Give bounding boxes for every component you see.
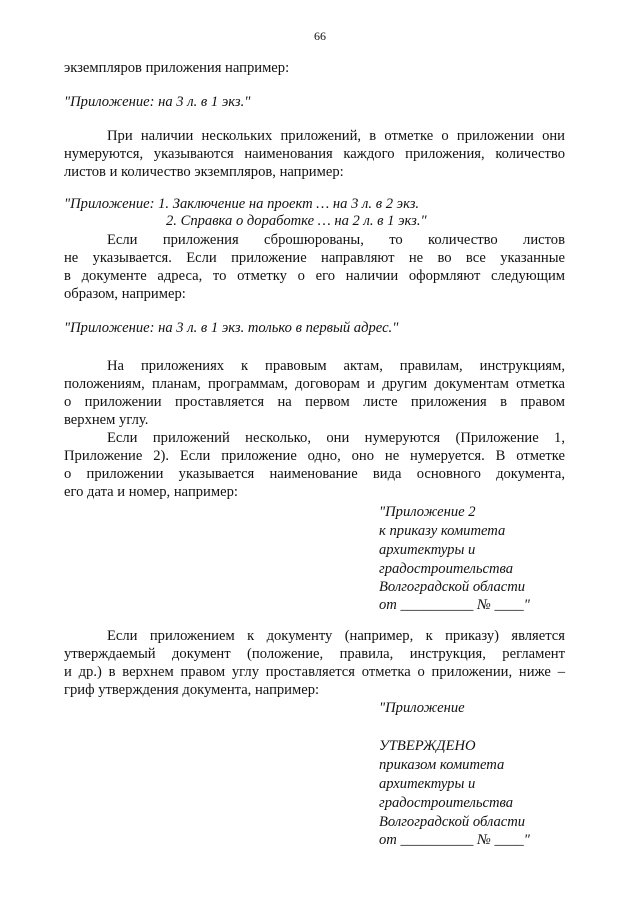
approval-mark-line: от __________ № ____" xyxy=(379,832,530,848)
text-line: в документе адреса, то отметку о его наличии оформляют следующим xyxy=(64,268,565,284)
text-line: его дата и номер, например: xyxy=(64,484,238,500)
text-line: о приложении указывается наименование вида основного документа, xyxy=(64,466,565,482)
text-line: На приложениях к правовым актам, правилам, инструкциям, xyxy=(107,358,565,374)
text-line: гриф утверждения документа, например: xyxy=(64,682,320,698)
attachment-mark-line: к приказу комитета xyxy=(379,523,506,539)
approval-mark-line: Волгоградской области xyxy=(379,814,526,830)
text-line: нумеруются, указываются наименования каждого приложения, количество xyxy=(64,146,565,162)
text-line: Если приложением к документу (например, к приказу) является xyxy=(107,628,565,644)
example-line: "Приложение: на 3 л. в 1 экз. только в первый адрес." xyxy=(64,320,399,336)
text-line: Если приложения сброшюрованы, то количество листов xyxy=(107,232,565,248)
example-line: 2. Справка о доработке … на 2 л. в 1 экз." xyxy=(166,213,427,229)
example-line: "Приложение: на 3 л. в 1 экз." xyxy=(64,94,251,110)
approval-mark-line: приказом комитета xyxy=(379,757,505,773)
approval-mark-line: "Приложение xyxy=(379,700,465,716)
attachment-mark-line: архитектуры и xyxy=(379,542,476,558)
attachment-mark-line: Волгоградской области xyxy=(379,579,526,595)
attachment-mark-line: "Приложение 2 xyxy=(379,504,476,520)
approval-mark-line: архитектуры и xyxy=(379,776,476,792)
text-line: При наличии нескольких приложений, в отметке о приложении они xyxy=(107,128,565,144)
example-line: "Приложение: 1. Заключение на проект … на 3 л. в 2 экз. xyxy=(64,196,420,212)
text-line: утверждаемый документ (положение, правила, инструкция, регламент xyxy=(64,646,565,662)
text-line: верхнем углу. xyxy=(64,412,149,428)
attachment-mark-line: градостроительства xyxy=(379,561,514,577)
text-line: и др.) в верхнем правом углу проставляется отметка о приложении, ниже – xyxy=(64,664,565,680)
approval-mark-line: градостроительства xyxy=(379,795,514,811)
text-line: экземпляров приложения например: xyxy=(64,60,290,76)
text-line: образом, например: xyxy=(64,286,186,302)
text-line: не указывается. Если приложение направляют не во все указанные xyxy=(64,250,565,266)
text-line: Приложение 2). Если приложение одно, оно не нумеруется. В отметке xyxy=(64,448,565,464)
text-line: листов и количество экземпляров, например: xyxy=(64,164,344,180)
attachment-mark-line: от __________ № ____" xyxy=(379,597,530,613)
text-line: о приложении проставляется на первом листе приложения в правом xyxy=(64,394,565,410)
text-line: Если приложений несколько, они нумеруются (Приложение 1, xyxy=(107,430,565,446)
approval-mark-line: УТВЕРЖДЕНО xyxy=(379,738,476,754)
text-line: положениям, планам, программам, договорам и другим документам отметка xyxy=(64,376,565,392)
page-number: 66 xyxy=(314,29,326,43)
